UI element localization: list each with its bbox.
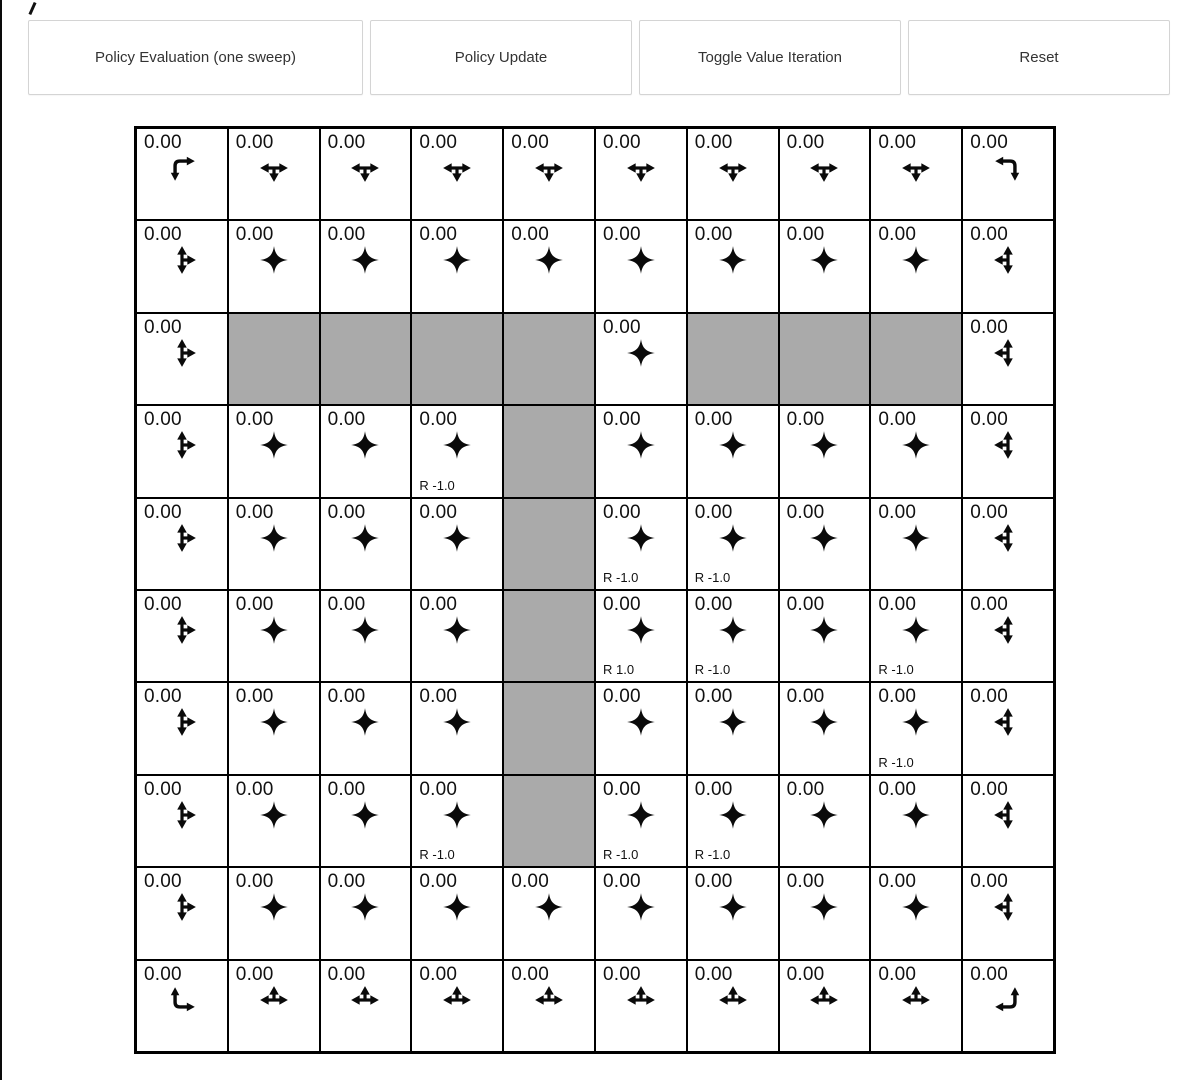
cell-value: 0.00 — [786, 963, 825, 985]
policy-arrow-icon — [504, 152, 594, 184]
policy-arrow-icon — [229, 984, 319, 1016]
policy-arrow-icon — [780, 891, 870, 923]
cell-value: 0.00 — [144, 963, 182, 985]
cell-value: 0.00 — [786, 501, 825, 523]
cell-value: 0.00 — [235, 501, 274, 523]
cell-value: 0.00 — [144, 686, 182, 708]
cell-value: 0.00 — [694, 778, 733, 800]
grid-cell[interactable] — [779, 867, 871, 959]
grid-cell[interactable] — [779, 498, 871, 590]
policy-arrow-icon — [688, 799, 778, 831]
grid-cell[interactable] — [503, 220, 595, 312]
grid-cell[interactable] — [228, 682, 320, 774]
grid-cell[interactable] — [228, 220, 320, 312]
cell-value: 0.00 — [970, 409, 1008, 431]
cell-value: 0.00 — [327, 963, 366, 985]
cell-reward: R -1.0 — [603, 847, 639, 863]
wall-cell — [779, 313, 871, 405]
cell-value: 0.00 — [786, 132, 825, 153]
grid-cell[interactable] — [687, 682, 779, 774]
cell-value: 0.00 — [511, 963, 549, 985]
policy-arrow-icon — [137, 337, 227, 369]
cell-value: 0.00 — [878, 132, 917, 153]
grid-cell[interactable] — [228, 590, 320, 682]
policy-arrow-icon — [688, 522, 778, 554]
grid-cell[interactable] — [962, 682, 1054, 774]
policy-arrow-icon — [321, 706, 411, 738]
cell-value: 0.00 — [970, 224, 1008, 246]
cell-value: 0.00 — [603, 778, 641, 800]
policy-arrow-icon — [596, 706, 686, 738]
grid-cell[interactable] — [503, 960, 595, 1052]
policy-arrow-icon — [596, 522, 686, 554]
grid-cell[interactable] — [962, 220, 1054, 312]
cell-value: 0.00 — [511, 132, 549, 153]
policy-arrow-icon — [688, 706, 778, 738]
policy-arrow-icon — [321, 799, 411, 831]
grid-cell[interactable] — [320, 128, 412, 220]
grid-cell[interactable] — [687, 405, 779, 497]
policy-arrow-icon — [504, 891, 594, 923]
policy-arrow-icon — [412, 799, 502, 831]
grid-cell[interactable] — [962, 775, 1054, 867]
grid-cell[interactable] — [228, 405, 320, 497]
policy-arrow-icon — [963, 337, 1053, 369]
grid-cell[interactable] — [411, 867, 503, 959]
grid-cell[interactable] — [136, 867, 228, 959]
cell-value: 0.00 — [970, 132, 1008, 153]
cell-value: 0.00 — [694, 132, 733, 153]
grid-cell[interactable] — [136, 960, 228, 1052]
grid-cell[interactable] — [962, 867, 1054, 959]
cell-value: 0.00 — [878, 409, 917, 431]
policy-evaluation-button[interactable]: Policy Evaluation (one sweep) — [28, 20, 363, 95]
cell-value: 0.00 — [786, 778, 825, 800]
cell-value: 0.00 — [327, 409, 366, 431]
policy-arrow-icon — [321, 522, 411, 554]
policy-arrow-icon — [963, 984, 1053, 1016]
cell-value: 0.00 — [970, 594, 1008, 615]
policy-arrow-icon — [963, 614, 1053, 646]
cell-value: 0.00 — [144, 871, 182, 893]
cell-value: 0.00 — [235, 594, 274, 615]
cell-value: 0.00 — [786, 686, 825, 708]
grid-cell[interactable] — [320, 405, 412, 497]
cell-value: 0.00 — [694, 963, 733, 985]
grid-cell[interactable] — [411, 405, 503, 497]
wall-cell — [503, 498, 595, 590]
grid-cell[interactable] — [136, 313, 228, 405]
grid-cell[interactable] — [136, 682, 228, 774]
policy-arrow-icon — [229, 706, 319, 738]
policy-arrow-icon — [871, 614, 961, 646]
wall-cell — [870, 313, 962, 405]
grid-cell[interactable] — [962, 498, 1054, 590]
grid-cell[interactable] — [779, 775, 871, 867]
grid-cell[interactable] — [228, 960, 320, 1052]
cell-value: 0.00 — [419, 132, 458, 153]
cell-value: 0.00 — [786, 409, 825, 431]
grid-cell[interactable] — [962, 405, 1054, 497]
cell-value: 0.00 — [970, 963, 1008, 985]
cell-value: 0.00 — [419, 224, 458, 246]
grid-cell[interactable] — [503, 128, 595, 220]
grid-cell[interactable] — [228, 128, 320, 220]
cell-value: 0.00 — [694, 409, 733, 431]
grid-cell[interactable] — [136, 405, 228, 497]
policy-arrow-icon — [780, 706, 870, 738]
grid-cell[interactable] — [870, 405, 962, 497]
policy-arrow-icon — [688, 891, 778, 923]
cell-value: 0.00 — [327, 501, 366, 523]
policy-arrow-icon — [137, 984, 227, 1016]
policy-arrow-icon — [137, 706, 227, 738]
cell-value: 0.00 — [603, 871, 641, 893]
cell-value: 0.00 — [419, 409, 458, 431]
grid-cell[interactable] — [687, 128, 779, 220]
cell-value: 0.00 — [235, 871, 274, 893]
cell-reward: R -1.0 — [603, 570, 639, 585]
grid-cell[interactable] — [779, 405, 871, 497]
grid-cell[interactable] — [228, 775, 320, 867]
policy-arrow-icon — [321, 891, 411, 923]
grid-cell[interactable] — [595, 128, 687, 220]
policy-arrow-icon — [780, 614, 870, 646]
cell-value: 0.00 — [878, 963, 917, 985]
cell-reward: R -1.0 — [878, 754, 914, 770]
cell-value: 0.00 — [786, 224, 825, 246]
cell-reward: R -1.0 — [694, 847, 731, 863]
grid-cell[interactable] — [320, 960, 412, 1052]
grid-cell[interactable] — [136, 220, 228, 312]
grid-cell[interactable] — [228, 867, 320, 959]
cell-reward: R -1.0 — [878, 662, 914, 678]
cell-value: 0.00 — [144, 224, 182, 246]
grid-cell[interactable] — [411, 220, 503, 312]
grid-cell[interactable] — [320, 775, 412, 867]
policy-arrow-icon — [137, 522, 227, 554]
cell-value: 0.00 — [694, 594, 733, 615]
cell-value: 0.00 — [235, 963, 274, 985]
cell-value: 0.00 — [603, 224, 641, 246]
policy-arrow-icon — [137, 429, 227, 461]
cell-value: 0.00 — [144, 409, 182, 431]
cell-value: 0.00 — [603, 963, 641, 985]
policy-arrow-icon — [229, 522, 319, 554]
grid-cell[interactable] — [870, 682, 962, 774]
policy-arrow-icon — [871, 522, 961, 554]
cell-value: 0.00 — [878, 686, 917, 708]
policy-arrow-icon — [412, 706, 502, 738]
cell-value: 0.00 — [878, 224, 917, 246]
cell-value: 0.00 — [327, 224, 366, 246]
cell-value: 0.00 — [327, 594, 366, 615]
cell-value: 0.00 — [144, 501, 182, 523]
grid-cell[interactable] — [595, 498, 687, 590]
cell-value: 0.00 — [235, 132, 274, 153]
policy-arrow-icon — [412, 891, 502, 923]
policy-arrow-icon — [321, 429, 411, 461]
policy-arrow-icon — [871, 244, 961, 276]
policy-arrow-icon — [596, 337, 686, 369]
grid-cell[interactable] — [320, 498, 412, 590]
wall-cell — [503, 313, 595, 405]
policy-arrow-icon — [412, 522, 502, 554]
policy-arrow-icon — [229, 429, 319, 461]
policy-arrow-icon — [137, 614, 227, 646]
toggle-value-iteration-button[interactable]: Toggle Value Iteration — [639, 20, 901, 95]
grid-cell[interactable] — [411, 960, 503, 1052]
grid-cell[interactable] — [595, 682, 687, 774]
policy-arrow-icon — [412, 984, 502, 1016]
wall-cell — [320, 313, 412, 405]
policy-arrow-icon — [321, 152, 411, 184]
policy-arrow-icon — [871, 152, 961, 184]
grid-cell[interactable] — [870, 960, 962, 1052]
grid-cell[interactable] — [687, 590, 779, 682]
cell-value: 0.00 — [970, 501, 1008, 523]
wall-cell — [687, 313, 779, 405]
cell-value: 0.00 — [694, 224, 733, 246]
grid-cell[interactable] — [687, 960, 779, 1052]
policy-arrow-icon — [780, 152, 870, 184]
policy-arrow-icon — [688, 244, 778, 276]
cell-value: 0.00 — [603, 132, 641, 153]
cell-value: 0.00 — [419, 501, 458, 523]
grid-cell[interactable] — [595, 313, 687, 405]
cell-value: 0.00 — [327, 132, 366, 153]
cell-value: 0.00 — [603, 501, 641, 523]
grid-cell[interactable] — [870, 128, 962, 220]
policy-arrow-icon — [229, 244, 319, 276]
policy-arrow-icon — [412, 152, 502, 184]
policy-arrow-icon — [229, 799, 319, 831]
policy-arrow-icon — [963, 152, 1053, 184]
grid-cell[interactable] — [595, 220, 687, 312]
cell-value: 0.00 — [603, 594, 641, 615]
policy-arrow-icon — [871, 984, 961, 1016]
grid-cell[interactable] — [136, 590, 228, 682]
wall-cell — [503, 590, 595, 682]
policy-arrow-icon — [137, 891, 227, 923]
cell-value: 0.00 — [235, 409, 274, 431]
grid-cell[interactable] — [411, 775, 503, 867]
policy-arrow-icon — [504, 984, 594, 1016]
cell-value: 0.00 — [511, 224, 549, 246]
cell-reward: R 1.0 — [603, 662, 635, 678]
policy-arrow-icon — [596, 891, 686, 923]
policy-arrow-icon — [412, 614, 502, 646]
policy-arrow-icon — [596, 152, 686, 184]
grid-cell[interactable] — [411, 498, 503, 590]
policy-arrow-icon — [780, 522, 870, 554]
grid-cell[interactable] — [411, 682, 503, 774]
policy-arrow-icon — [321, 244, 411, 276]
grid-cell[interactable] — [870, 220, 962, 312]
grid-cell[interactable] — [962, 128, 1054, 220]
cell-value: 0.00 — [327, 871, 366, 893]
policy-arrow-icon — [963, 706, 1053, 738]
grid-cell[interactable] — [320, 867, 412, 959]
cell-value: 0.00 — [419, 871, 458, 893]
policy-arrow-icon — [137, 152, 227, 184]
policy-arrow-icon — [596, 984, 686, 1016]
grid-cell[interactable] — [870, 590, 962, 682]
wall-cell — [411, 313, 503, 405]
cell-reward: R -1.0 — [694, 662, 731, 678]
grid-cell[interactable] — [595, 590, 687, 682]
policy-arrow-icon — [596, 614, 686, 646]
grid-cell[interactable] — [136, 128, 228, 220]
wall-cell — [503, 775, 595, 867]
policy-arrow-icon — [963, 891, 1053, 923]
policy-arrow-icon — [596, 799, 686, 831]
cell-value: 0.00 — [235, 224, 274, 246]
grid-cell[interactable] — [779, 960, 871, 1052]
grid-cell[interactable] — [411, 590, 503, 682]
cell-value: 0.00 — [970, 778, 1008, 800]
cell-value: 0.00 — [603, 316, 641, 338]
grid-cell[interactable] — [687, 220, 779, 312]
grid-cell[interactable] — [779, 590, 871, 682]
grid-cell[interactable] — [779, 128, 871, 220]
cell-value: 0.00 — [970, 686, 1008, 708]
cell-value: 0.00 — [511, 871, 549, 893]
cell-value: 0.00 — [235, 686, 274, 708]
grid-cell[interactable] — [595, 867, 687, 959]
grid-cell[interactable] — [320, 220, 412, 312]
cell-value: 0.00 — [419, 594, 458, 615]
cell-value: 0.00 — [694, 871, 733, 893]
policy-arrow-icon — [780, 984, 870, 1016]
grid-cell[interactable] — [503, 867, 595, 959]
cell-value: 0.00 — [786, 871, 825, 893]
policy-arrow-icon — [871, 429, 961, 461]
policy-arrow-icon — [596, 244, 686, 276]
grid-cell[interactable] — [687, 775, 779, 867]
wall-cell — [503, 405, 595, 497]
cell-reward: R -1.0 — [419, 847, 455, 863]
reset-button[interactable]: Reset — [908, 20, 1170, 95]
cell-value: 0.00 — [419, 686, 458, 708]
grid-cell[interactable] — [962, 960, 1054, 1052]
cell-value: 0.00 — [694, 686, 733, 708]
policy-arrow-icon — [963, 244, 1053, 276]
grid-cell[interactable] — [870, 867, 962, 959]
cell-value: 0.00 — [970, 316, 1008, 338]
grid-cell[interactable] — [779, 682, 871, 774]
policy-arrow-icon — [871, 891, 961, 923]
cell-value: 0.00 — [419, 963, 458, 985]
policy-arrow-icon — [688, 429, 778, 461]
grid-cell[interactable] — [779, 220, 871, 312]
policy-arrow-icon — [504, 244, 594, 276]
cell-value: 0.00 — [327, 778, 366, 800]
policy-arrow-icon — [688, 152, 778, 184]
policy-arrow-icon — [412, 429, 502, 461]
policy-arrow-icon — [229, 614, 319, 646]
wall-cell — [228, 313, 320, 405]
cell-reward: R -1.0 — [694, 570, 731, 585]
cell-reward: R -1.0 — [419, 477, 455, 493]
grid-cell[interactable] — [320, 590, 412, 682]
grid-cell[interactable] — [228, 498, 320, 590]
grid-cell[interactable] — [962, 590, 1054, 682]
grid-cell[interactable] — [870, 775, 962, 867]
policy-update-button[interactable]: Policy Update — [370, 20, 632, 95]
grid-cell[interactable] — [870, 498, 962, 590]
cell-value: 0.00 — [970, 871, 1008, 893]
policy-arrow-icon — [229, 891, 319, 923]
cell-value: 0.00 — [144, 132, 182, 153]
wall-cell — [503, 682, 595, 774]
policy-arrow-icon — [963, 522, 1053, 554]
cell-value: 0.00 — [786, 594, 825, 615]
policy-arrow-icon — [780, 429, 870, 461]
corner-mark — [28, 2, 36, 15]
policy-arrow-icon — [963, 429, 1053, 461]
grid-cell[interactable] — [136, 498, 228, 590]
cell-value: 0.00 — [694, 501, 733, 523]
cell-value: 0.00 — [878, 501, 917, 523]
cell-value: 0.00 — [603, 409, 641, 431]
grid-cell[interactable] — [320, 682, 412, 774]
toolbar — [28, 20, 1170, 95]
cell-value: 0.00 — [878, 778, 917, 800]
policy-arrow-icon — [596, 429, 686, 461]
grid-cell[interactable] — [687, 867, 779, 959]
grid-cell[interactable] — [595, 960, 687, 1052]
policy-arrow-icon — [321, 984, 411, 1016]
policy-arrow-icon — [780, 799, 870, 831]
policy-arrow-icon — [229, 152, 319, 184]
cell-value: 0.00 — [878, 871, 917, 893]
policy-arrow-icon — [137, 799, 227, 831]
policy-arrow-icon — [963, 799, 1053, 831]
grid-cell[interactable] — [687, 498, 779, 590]
grid-cell[interactable] — [595, 775, 687, 867]
cell-value: 0.00 — [235, 778, 274, 800]
policy-arrow-icon — [321, 614, 411, 646]
policy-arrow-icon — [688, 614, 778, 646]
window-left-edge — [0, 0, 2, 1080]
policy-arrow-icon — [688, 984, 778, 1016]
grid-cell[interactable] — [962, 313, 1054, 405]
cell-value: 0.00 — [144, 594, 182, 615]
grid-cell[interactable] — [595, 405, 687, 497]
grid-cell[interactable] — [136, 775, 228, 867]
policy-arrow-icon — [871, 706, 961, 738]
cell-value: 0.00 — [878, 594, 917, 615]
policy-arrow-icon — [137, 244, 227, 276]
cell-value: 0.00 — [603, 686, 641, 708]
gridworld-grid — [134, 126, 1056, 1054]
cell-value: 0.00 — [419, 778, 458, 800]
policy-arrow-icon — [412, 244, 502, 276]
policy-arrow-icon — [780, 244, 870, 276]
policy-arrow-icon — [871, 799, 961, 831]
cell-value: 0.00 — [144, 778, 182, 800]
grid-cell[interactable] — [411, 128, 503, 220]
cell-value: 0.00 — [144, 316, 182, 338]
cell-value: 0.00 — [327, 686, 366, 708]
